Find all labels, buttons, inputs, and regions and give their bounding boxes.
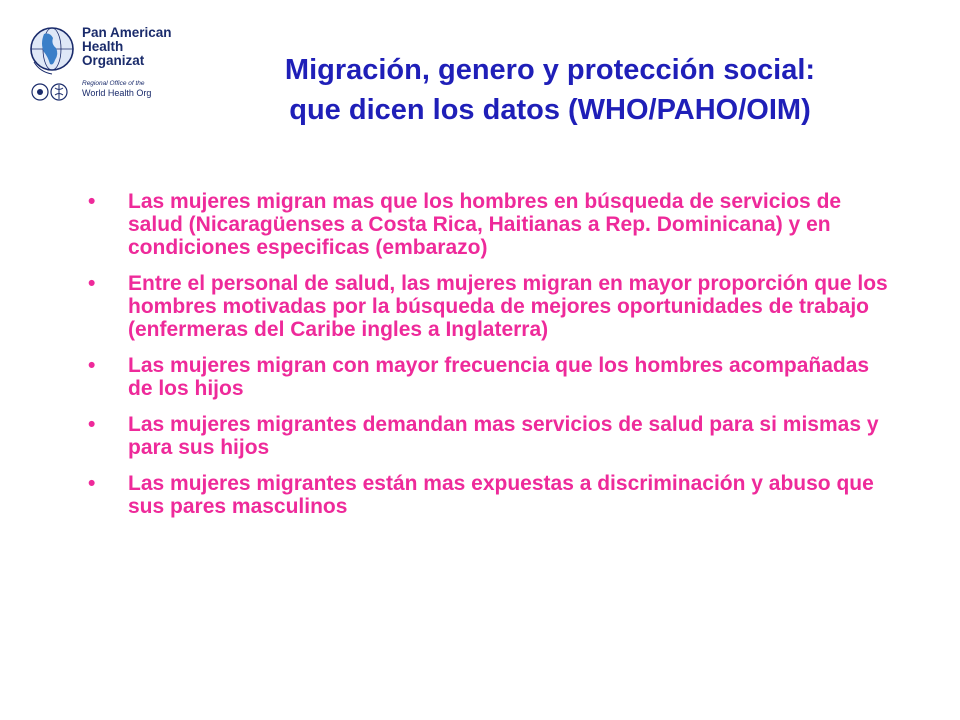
bullet-item xyxy=(88,413,888,459)
logo-wordmark xyxy=(82,26,197,68)
bullet-marker: • xyxy=(88,354,96,377)
globe-laurel-icon xyxy=(26,22,82,102)
bullet-marker: • xyxy=(88,413,96,436)
logo-line-1: Pan American xyxy=(82,26,172,40)
bullet-list xyxy=(88,190,888,531)
logo-subline-1: Regional Office of the xyxy=(82,80,145,87)
paho-logo xyxy=(26,22,201,102)
slide-title xyxy=(190,50,910,130)
logo-subline-2: World Health Org xyxy=(82,88,152,98)
bullet-marker: • xyxy=(88,472,96,495)
logo-line-3: Organizat xyxy=(82,53,145,68)
slide-title-line-1: Migración, genero y protección social: xyxy=(284,54,816,86)
bullet-text: Entre el personal de salud, las mujeres migran en mayor proporción que los hombres motivadas por la búsqueda de mejores oportunidades de trabajo (enfermeras del Caribe ingles a Inglaterra) xyxy=(128,272,888,341)
bullet-text: Las mujeres migrantes demandan mas servicios de salud para si mismas y para sus hijos xyxy=(128,413,879,459)
bullet-item xyxy=(88,190,888,259)
bullet-item xyxy=(88,272,888,341)
slide-title-line-2: que dicen los datos (WHO/PAHO/OIM) xyxy=(289,94,811,126)
logo-subtitle xyxy=(82,80,190,98)
bullet-item xyxy=(88,472,888,518)
bullet-marker: • xyxy=(88,272,96,295)
logo-line-2: Health xyxy=(82,39,124,54)
bullet-text: Las mujeres migran con mayor frecuencia que los hombres acompañadas de los hijos xyxy=(128,354,870,400)
bullet-text: Las mujeres migrantes están mas expuestas a discriminación y abuso que sus pares masculinos xyxy=(128,472,874,518)
bullet-marker: • xyxy=(88,190,96,213)
bullet-item xyxy=(88,354,888,400)
bullet-text: Las mujeres migran mas que los hombres en búsqueda de servicios de salud (Nicaragüenses a Costa Rica, Haitianas a Rep. Dominicana) y en condiciones especificas (embarazo) xyxy=(128,190,842,259)
